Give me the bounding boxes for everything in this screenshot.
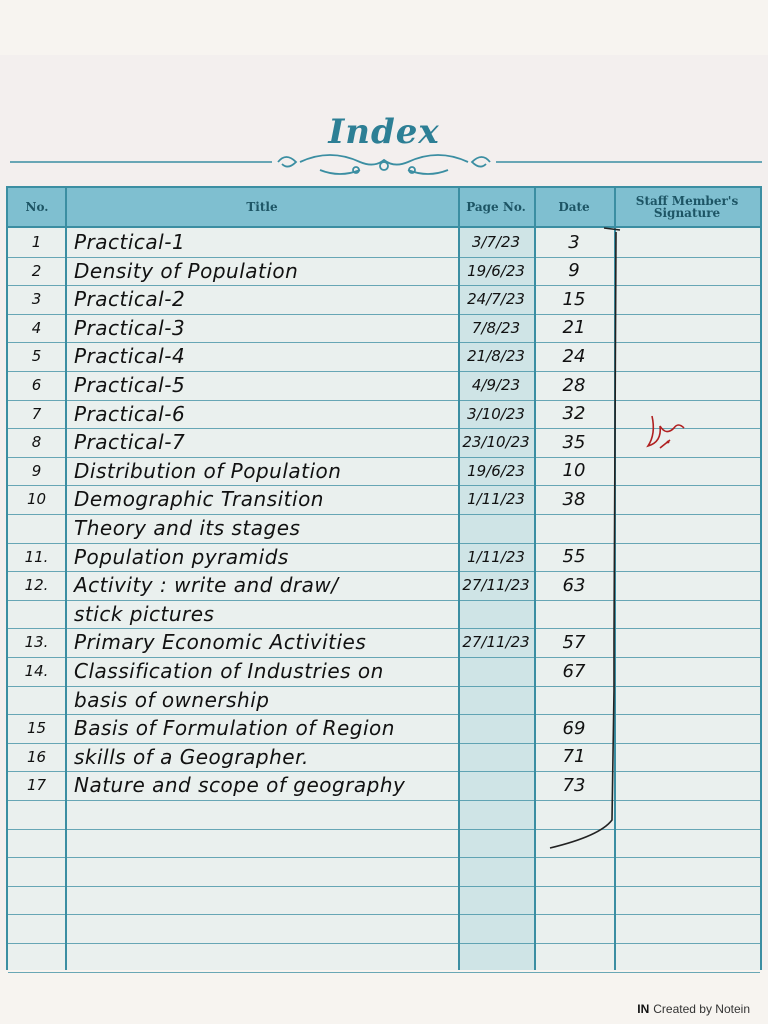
- row-number: 6: [31, 376, 42, 394]
- row-line: [8, 886, 760, 887]
- row-line: [8, 914, 760, 915]
- row-page-number: 24: [562, 345, 586, 367]
- row-page-date: [458, 600, 534, 628]
- row-page-number: 63: [562, 574, 586, 596]
- row-page-number: 3: [568, 231, 580, 253]
- row-title: Practical-6: [74, 401, 186, 426]
- footer-text: Created by Notein: [653, 1002, 750, 1016]
- row-title: Practical-5: [74, 373, 186, 397]
- row-number: 13.: [24, 633, 49, 652]
- row-page-number: 35: [562, 431, 586, 453]
- row-page-date: [458, 714, 534, 742]
- row-title: Nature and scope of geography: [74, 773, 406, 798]
- row-number: 9: [31, 461, 42, 480]
- row-title: Practical-3: [74, 315, 186, 340]
- row-number: 16: [26, 747, 47, 766]
- row-title: Practical-1: [74, 230, 186, 254]
- row-page-number: 38: [562, 488, 586, 510]
- row-page-number: 32: [562, 403, 586, 425]
- row-page-number: 73: [562, 774, 586, 796]
- row-page-date: 4/9/23: [471, 376, 521, 394]
- column-divider: [65, 188, 67, 970]
- row-line: [8, 829, 760, 830]
- row-page-date: 7/8/23: [471, 318, 521, 337]
- row-page-number: 21: [562, 317, 586, 339]
- header-title: Title: [246, 200, 278, 214]
- row-page-date: [458, 514, 534, 542]
- row-page-date: 3/10/23: [467, 404, 525, 423]
- row-page-number: 55: [562, 546, 586, 568]
- row-number: [8, 600, 65, 628]
- row-title: Practical-4: [74, 344, 186, 369]
- row-page-number: 69: [562, 717, 586, 739]
- row-title: Classification of Industries on: [74, 659, 384, 683]
- row-title: Practical-7: [74, 430, 186, 455]
- row-title: skills of a Geographer.: [74, 744, 309, 769]
- row-page-number: 15: [562, 288, 586, 310]
- row-page-number: [534, 686, 614, 714]
- header-no: No.: [25, 200, 49, 214]
- row-title: Population pyramids: [74, 544, 289, 569]
- row-title: Density of Population: [74, 258, 299, 283]
- row-line: [8, 972, 760, 973]
- header-signature: [614, 188, 760, 226]
- row-number: 11.: [24, 547, 49, 566]
- row-number: [8, 514, 65, 542]
- header-signature-line2: Signature: [653, 206, 721, 220]
- table-header: [8, 188, 760, 228]
- page-title: Index: [328, 112, 440, 152]
- row-page-date: [458, 686, 534, 714]
- row-title: Distribution of Population: [74, 458, 342, 483]
- row-page-date: [458, 743, 534, 771]
- header-page-no: Page No.: [466, 200, 526, 214]
- row-title: stick pictures: [74, 601, 215, 626]
- row-page-date: 3/7/23: [471, 233, 521, 251]
- row-page-date: 27/11/23: [462, 633, 530, 652]
- row-title: Primary Economic Activities: [74, 630, 367, 655]
- header-date: Date: [558, 200, 590, 214]
- row-page-date: 1/11/23: [467, 490, 525, 509]
- row-page-date: 23/10/23: [462, 433, 530, 452]
- row-number: 8: [31, 433, 42, 452]
- row-page-date: 24/7/23: [467, 290, 525, 309]
- row-number: 14.: [24, 662, 49, 680]
- row-page-date: [458, 771, 534, 799]
- row-page-date: 19/6/23: [467, 261, 525, 280]
- row-number: 17: [26, 776, 47, 795]
- row-page-date: 27/11/23: [462, 576, 530, 595]
- row-title: Basis of Formulation of Region: [74, 716, 395, 741]
- title-ornament: [0, 140, 768, 190]
- row-title: Practical-2: [74, 287, 186, 312]
- row-page-number: 10: [562, 460, 586, 482]
- row-number: 1: [31, 233, 42, 251]
- row-number: 10: [26, 490, 47, 509]
- row-line: [8, 857, 760, 858]
- row-title: Demographic Transition: [74, 487, 324, 512]
- row-page-number: 28: [562, 374, 586, 396]
- row-page-number: 57: [562, 631, 586, 653]
- index-table: [6, 186, 762, 970]
- row-line: [8, 943, 760, 944]
- row-title: Theory and its stages: [74, 516, 301, 540]
- row-page-date: [458, 657, 534, 685]
- row-number: 7: [31, 404, 42, 423]
- row-line: [8, 800, 760, 801]
- row-number: 4: [31, 318, 42, 337]
- row-page-number: 67: [562, 660, 586, 682]
- header-signature-line1: Staff Member's: [635, 194, 739, 208]
- column-divider: [614, 188, 616, 970]
- row-title: basis of ownership: [74, 687, 270, 712]
- notein-logo-icon: IN: [637, 1002, 650, 1016]
- row-number: [8, 686, 65, 714]
- row-number: 2: [31, 261, 42, 280]
- row-page-date: 19/6/23: [467, 461, 525, 480]
- row-page-date: 1/11/23: [467, 547, 525, 566]
- row-page-date: 21/8/23: [467, 347, 525, 366]
- row-page-number: 71: [562, 746, 586, 768]
- row-page-number: [534, 514, 614, 542]
- row-page-number: 9: [568, 260, 580, 282]
- row-page-number: [534, 600, 614, 628]
- row-number: 3: [31, 290, 42, 309]
- row-number: 12.: [24, 576, 49, 595]
- row-number: 15: [26, 719, 47, 738]
- row-title: Activity : write and draw/: [74, 573, 339, 598]
- footer-credit: [637, 1002, 750, 1016]
- row-number: 5: [31, 347, 42, 366]
